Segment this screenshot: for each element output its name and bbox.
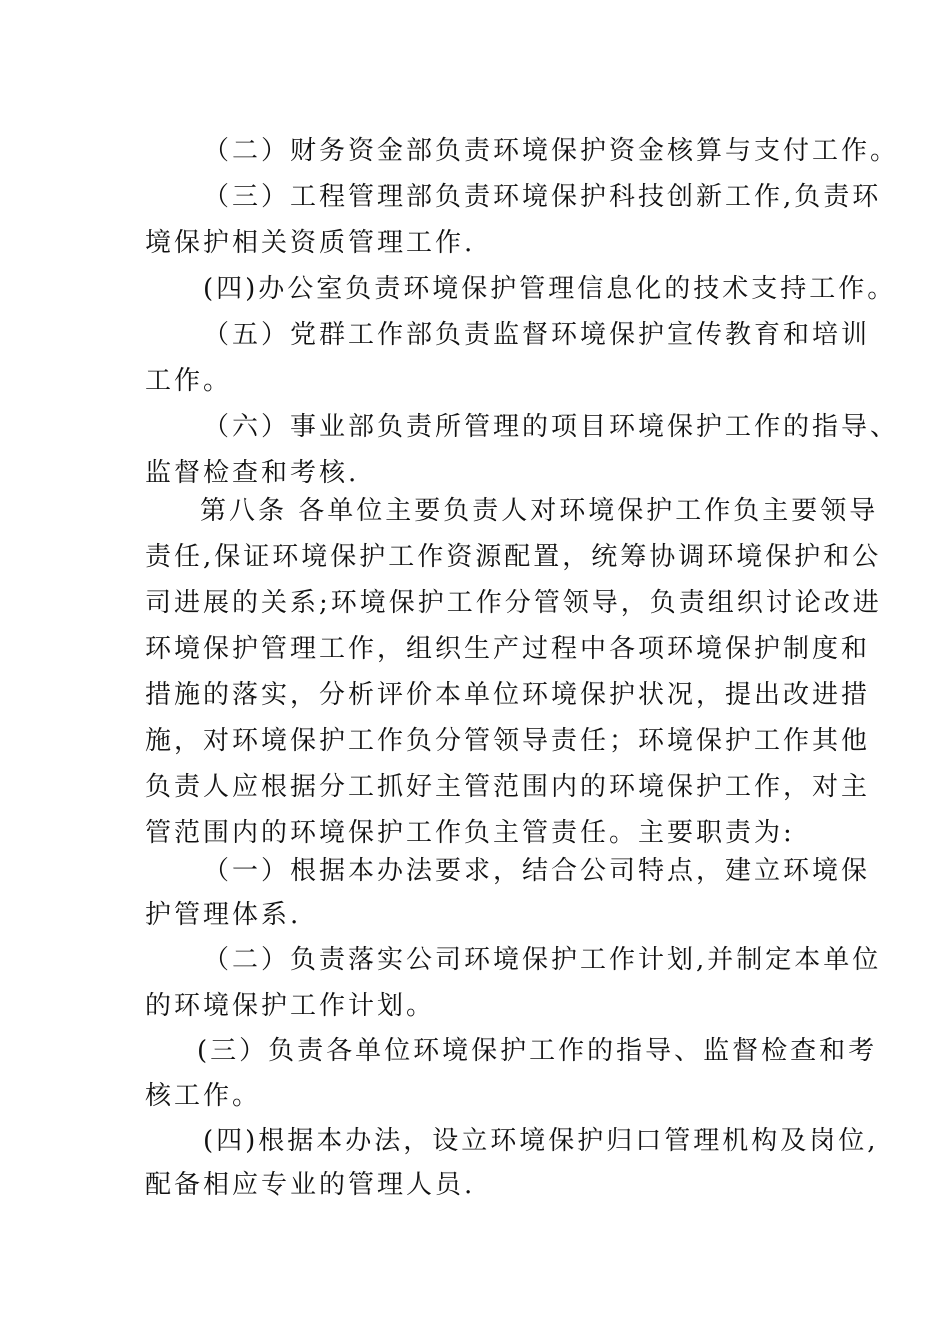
text-line: （三）工程管理部负责环境保护科技创新工作,负责环	[203, 182, 882, 212]
text-line: 负责人应根据分工抓好主管范围内的环境保护工作，对主	[145, 772, 871, 802]
text-line: （二）负责落实公司环境保护工作计划,并制定本单位	[203, 945, 882, 975]
text-line: 核工作。	[145, 1081, 262, 1111]
text-line: （一）根据本办法要求，结合公司特点，建立环境保	[203, 856, 871, 886]
text-line: 护管理体系.	[145, 900, 302, 930]
text-line: 监督检查和考核.	[145, 458, 360, 488]
section-heading-line: 第八条 各单位主要负责人对环境保护工作负主要领导	[200, 496, 879, 526]
text-line: 措施的落实，分析评价本单位环境保护状况，提出改进措	[145, 680, 871, 710]
text-line: 环境保护管理工作，组织生产过程中各项环境保护制度和	[145, 634, 871, 664]
text-line: 配备相应专业的管理人员.	[145, 1170, 476, 1200]
text-line: (三）负责各单位环境保护工作的指导、监督检查和考	[197, 1036, 878, 1066]
text-line: （五）党群工作部负责监督环境保护宣传教育和培训	[203, 320, 871, 350]
text-line: (四)根据本办法，设立环境保护归口管理机构及岗位,	[203, 1126, 879, 1156]
text-line: 责任,保证环境保护工作资源配置，统筹协调环境保护和公	[145, 542, 882, 572]
text-line: 境保护相关资质管理工作.	[145, 228, 476, 258]
text-line: 的环境保护工作计划。	[145, 991, 436, 1021]
text-line: （六）事业部负责所管理的项目环境保护工作的指导、	[203, 412, 900, 442]
text-line: 管范围内的环境保护工作负主管责任。主要职责为:	[145, 818, 795, 848]
text-line: 施，对环境保护工作负分管领导责任；环境保护工作其他	[145, 726, 871, 756]
text-line: 司进展的关系;环境保护工作分管领导，负责组织讨论改进	[145, 588, 882, 618]
text-line: (四)办公室负责环境保护管理信息化的技术支持工作。	[203, 274, 897, 304]
text-line: 工作。	[145, 366, 233, 396]
text-line: （二）财务资金部负责环境保护资金核算与支付工作。	[203, 136, 900, 166]
